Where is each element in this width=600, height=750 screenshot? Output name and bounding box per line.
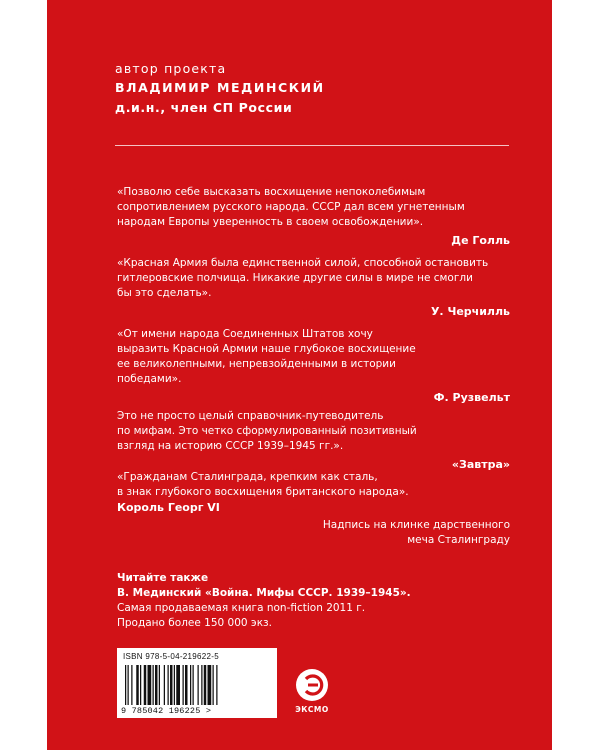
quote-caption: Надпись на клинке дарственного меча Сталинграду bbox=[322, 519, 510, 546]
divider bbox=[115, 145, 509, 146]
author-title: д.и.н., член СП России bbox=[115, 100, 293, 115]
quote-text: «Красная Армия была единственной силой, способной остановить гитлеровские полчища. Никакие другие силы в мире не смогли бы это сделать». bbox=[117, 257, 489, 299]
quote-source: Ф. Рузвельт bbox=[433, 391, 510, 404]
quote-text: Это не просто целый справочник-путеводитель по мифам. Это четко сформулированный позитивный взгляд на историю СССР 1939–1945 гг.». bbox=[117, 410, 417, 452]
isbn-text: ISBN 978-5-04-219622-5 bbox=[123, 652, 219, 661]
read-also-book: В. Мединский «Война. Мифы СССР. 1939–1945». bbox=[117, 587, 411, 599]
quote-source: Король Георг VI bbox=[117, 501, 220, 514]
author-block bbox=[115, 60, 325, 118]
quote-de-gaulle bbox=[117, 185, 510, 248]
quote-text: «Гражданам Сталинграда, крепким как сталь, в знак глубокого восхищения британского народа». bbox=[117, 471, 409, 498]
quote-churchill bbox=[117, 256, 510, 319]
read-also-block bbox=[117, 571, 411, 631]
author-name: ВЛАДИМИР МЕДИНСКИЙ bbox=[115, 80, 325, 95]
quote-text: «От имени народа Соединенных Штатов хочу выразить Красной Армии наше глубокое восхищение ее великолепными, непревзойденными в истории победами». bbox=[117, 328, 416, 385]
quote-text: «Позволю себе высказать восхищение непоколебимым сопротивлением русского народа. СССР дал всем угнетенным народам Европы уверенность в своем освобождении». bbox=[117, 186, 465, 228]
read-also-line1: Самая продаваемая книга non-fiction 2011 г. bbox=[117, 602, 366, 614]
quote-source: У. Черчилль bbox=[430, 305, 510, 318]
barcode bbox=[117, 648, 277, 718]
read-also-heading: Читайте также bbox=[117, 572, 209, 584]
barcode-bars bbox=[125, 665, 269, 705]
quote-zavtra bbox=[117, 409, 510, 472]
barcode-digits: 9 785042 196225 > bbox=[121, 706, 212, 716]
author-label: автор проекта bbox=[115, 61, 227, 76]
quote-source: «Завтра» bbox=[451, 458, 510, 471]
eksmo-logo-icon bbox=[295, 668, 329, 702]
publisher-name: ЭКСМО bbox=[295, 705, 329, 714]
quote-roosevelt bbox=[117, 327, 510, 405]
quote-source: Де Голль bbox=[451, 234, 510, 247]
read-also-line2: Продано более 150 000 экз. bbox=[117, 617, 272, 629]
book-back-cover bbox=[47, 0, 552, 750]
quote-king-george bbox=[117, 470, 510, 548]
